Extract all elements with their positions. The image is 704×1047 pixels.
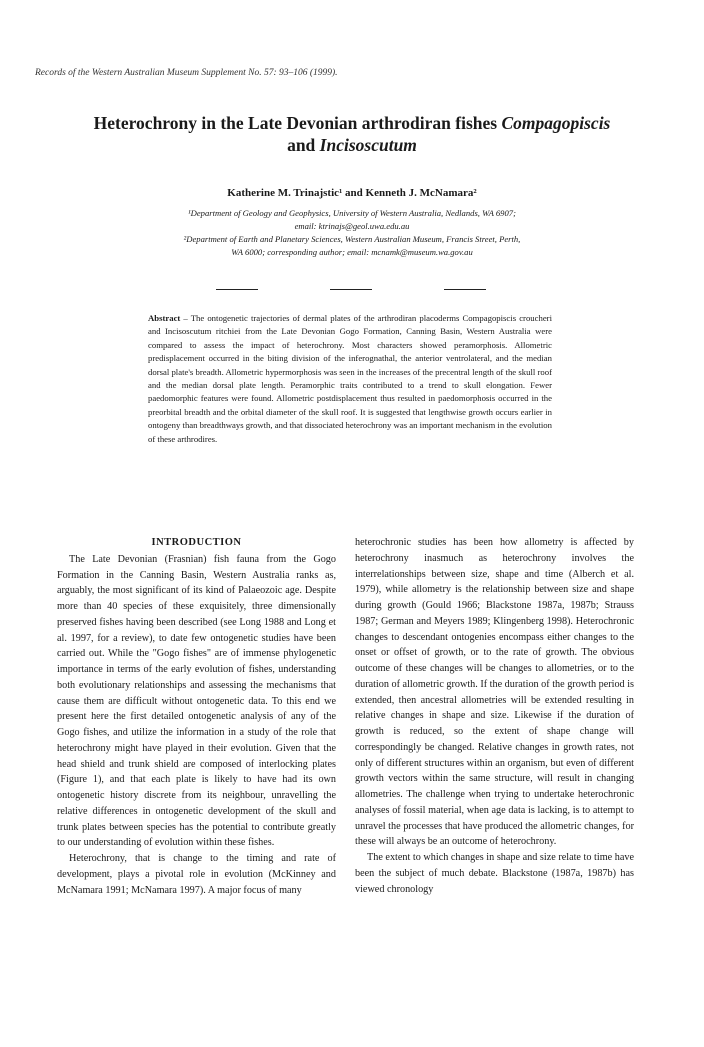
article-title (40, 112, 664, 156)
section-heading-introduction: INTRODUCTION (151, 537, 242, 548)
title-genus-incisoscutum: Incisoscutum (319, 135, 417, 155)
section-divider (0, 289, 704, 290)
divider-dash (444, 289, 486, 290)
body-column-left (57, 535, 336, 898)
affiliation-line: email: ktrinajs@geol.uwa.edu.au (294, 221, 410, 231)
paragraph: The Late Devonian (Frasnian) fish fauna from the Gogo Formation in the Canning Basin, Western Australia ranks as, arguably, the most significant of its kind of Palaeozoic age. Despite more than 40 species of these exquisitely, three dimensionally preserved fishes having been described (see Long 1988 and Long et al. 1997, for a review), to date few ontogenetic studies have been carried out. While the "Gogo fishes" are of immense phylogenetic importance in terms of the early evolution of fishes, understanding both evolutionary relationships and assessing the mechanisms that cause them are difficult without ontogenetic data. To this end we present here the first detailed ontogenetic analysis of any of the Gogo fishes, and utilize the information in a study of the role that heterochrony might have played in their evolution. Given that the head shield and trunk shield are composed of interlocking plates (Figure 1), and that each plate is likely to have had its own ontogenetic history discrete from its neighbour, unravelling the relative differences in ontogenetic development of the skull and trunk plates between species has the potential to contribute greatly to our understanding of evolution within these fishes. (57, 553, 336, 849)
body-column-right (355, 535, 634, 897)
title-line1-text: Heterochrony in the Late Devonian arthrodiran fishes (93, 113, 502, 133)
title-line2-text: and (287, 135, 320, 155)
affiliation-line: WA 6000; corresponding author; email: mcnamk@museum.wa.gov.au (231, 247, 473, 257)
running-head: Records of the Western Australian Museum Supplement No. 57: 93–106 (1999). (35, 68, 338, 78)
paragraph: heterochronic studies has been how allometry is affected by heterochrony inasmuch as heterochrony involves the interrelationships between size, shape and time (Alberch et al. 1979), while allometry is the relationship between size and shape during growth (Gould 1966; Blackstone 1987a, 1987b; Strauss 1987; German and Meyers 1989; Klingenberg 1998). Heterochronic changes to descendant ontogenies encompass either changes to the onset or offset of growth, or to the rate of growth. The obvious outcome of these changes will be changes to allometries, or to the duration of allometric growth. If the duration of the growth period is extended, then ancestral allometries will be extended resulting in relative changes in shape and size. Likewise if the duration of growth is reduced, so the extent of shape change will correspondingly be changed. Relative changes in growth rates, not only of different structures within an organism, but even of different growth vectors within the same structure, will result in changing allometries. The challenge when trying to undertake heterochronic analyses of fossil material, when age data is lacking, is to attempt to unravel the processes that have produced the allometric changes, for these will always be an outcome of heterochrony. (355, 537, 634, 848)
paragraph: Heterochrony, that is change to the timing and rate of development, plays a pivotal role in evolution (McKinney and McNamara 1991; McNamara 1997). A major focus of many (57, 853, 336, 896)
affiliation-line: ¹Department of Geology and Geophysics, University of Western Australia, Nedlands, WA 6907; (188, 208, 516, 218)
divider-dash (330, 289, 372, 290)
authors: Katherine M. Trinajstic¹ and Kenneth J. McNamara² (227, 187, 477, 199)
affiliation-line: ²Department of Earth and Planetary Sciences, Western Australian Museum, Francis Street, Perth, (183, 234, 521, 244)
abstract-label: Abstract (148, 313, 181, 323)
abstract-text: – The ontogenetic trajectories of dermal plates of the arthrodiran placoderms Compagopiscis croucheri and Incisoscutum ritchiei from the Late Devonian Gogo Formation, Canning Basin, Western Australia were compared to assess the impact of heterochrony. Most characters showed peramorphosis. Allometric predisplacement occurred in the biting division of the inferognathal, the anterior ventrolateral, and the median dorsal plate's breadth. Allometric hypermorphosis was seen in the increases of the precentral length of the skull roof and the median dorsal plate length. Peramorphic traits contributed to a trend to skull elongation. Fewer paedomorphic features were found. Allometric postdisplacement thus resulted in paedomorphosis occurred in the preorbital breadth and the orbital diameter of the skull roof. It is suggested that lengthwise growth occurs earlier in ontogeny than breadthways growth, and that dissociated heterochrony was an important mechanism in the evolution of these arthrodires. (148, 313, 552, 444)
paragraph: The extent to which changes in shape and size relate to time have been the subject of much debate. Blackstone (1987a, 1987b) has viewed chronology (355, 852, 634, 895)
title-genus-compagopiscis: Compagopiscis (501, 113, 611, 133)
abstract (148, 312, 552, 446)
divider-dash (216, 289, 258, 290)
affiliations (110, 207, 594, 259)
